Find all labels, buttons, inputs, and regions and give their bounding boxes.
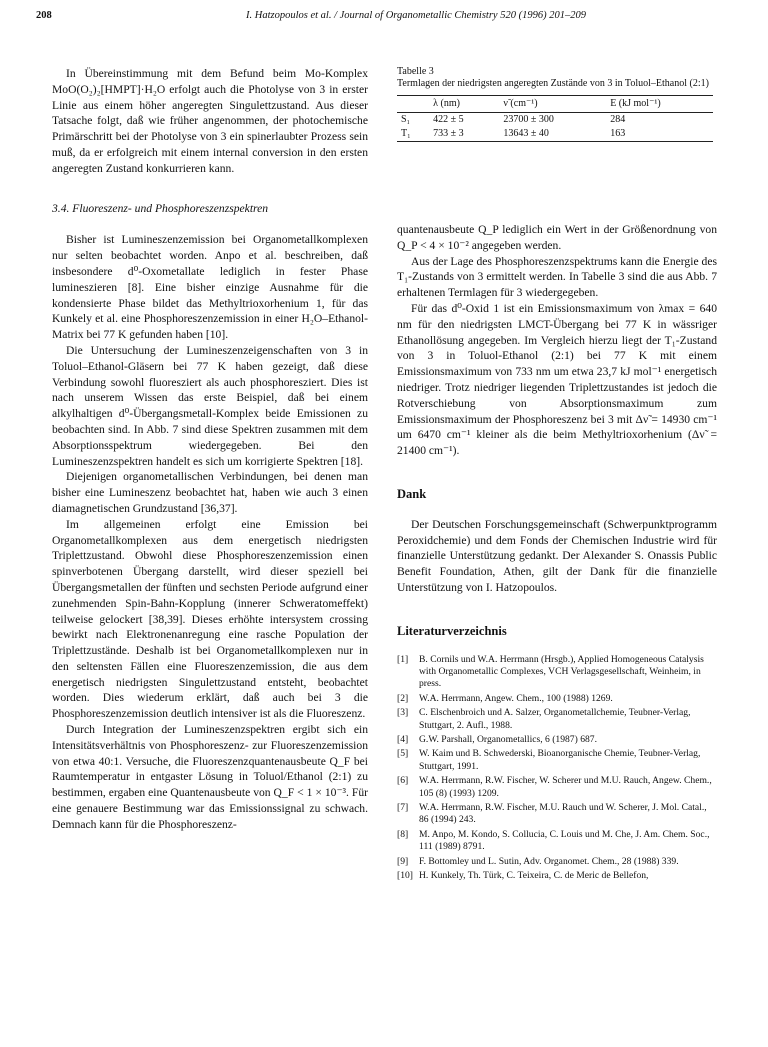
paragraph: Durch Integration der Lumineszenzspektren ergibt sich ein Intensitätsverhältnis von Phosphoreszenz- zur Fluoreszenzemission von etwa 40:1. Versuche, die Fluoreszenzquantenausbeute Q_F bei Raumtemperatur in entgaster Lösung in Toluol/Ethanol (2:1) zu bestimmen, ergaben eine Quantenausbeute von Q_F < 1 × 10⁻³. Für eine genauere Bestimmung war das Emissionssignal zu schwach. Demnach kann für die Phosphoreszenz- xyxy=(52,723,368,831)
reference-item: [9] F. Bottomley und L. Sutin, Adv. Organomet. Chem., 28 (1988) 339. xyxy=(397,855,679,867)
left-column xyxy=(52,66,368,833)
table-header-cell xyxy=(397,96,429,113)
table-cell: 733 ± 3 xyxy=(429,127,499,142)
table-caption: Termlagen der niedrigsten angeregten Zustände von 3 in Toluol–Ethanol (2:1) xyxy=(397,78,709,89)
paragraph: Für das d⁰-Oxid 1 ist ein Emissionsmaximum von λmax = 640 nm für den niedrigsten LMCT-Übergang bei 77 K in wässriger Ethanollösung angegeben. Im Vergleich hierzu liegt der T₁-Zustand von 3 in Toluol-Ethanol (2:1) bei 77 K mit einem Emissionsmaximum von 733 nm um etwa 23,7 kJ mol⁻¹ energetisch niedriger. Trotz niedriger liegenden Triplettzustandes ist jedoch die Rotverschiebung von Absorptionsmaximum zum Emissionsmaximum der Phosphoreszenz bei 3 mit Δν̃ = 14930 cm⁻¹ um 6470 cm⁻¹ kleiner als die beim Methyltrioxorhenium (Δν̃ = 21400 cm⁻¹). xyxy=(397,301,717,458)
reference-item: [5] W. Kaim und B. Schwederski, Bioanorganische Chemie, Teubner-Verlag, Stuttgart, 1991. xyxy=(397,748,701,772)
page-number: 208 xyxy=(36,10,52,21)
table-header-cell: λ (nm) xyxy=(429,96,499,113)
table-3 xyxy=(397,66,717,142)
reference-item: [2] W.A. Herrmann, Angew. Chem., 100 (1988) 1269. xyxy=(397,692,613,704)
paragraph: Bisher ist Lumineszenzemission bei Organometallkomplexen nur selten beobachtet worden. Anpo et al. beschreiben, daß insbesondere d⁰-Oxometallate lediglich in fester Phase lumineszieren [8]. Eine bisher einzige Ausnahme für die kondensierte Phase bildet das Methyltrioxorhenium 1, für das Kunkely et al. eine Phosphoreszenzemission in einer H₂O–Ethanol-Matrix bei 77 K gefunden haben [10]. xyxy=(52,233,368,342)
table-cell: 422 ± 5 xyxy=(433,114,464,125)
reference-item: [4] G.W. Parshall, Organometallics, 6 (1987) 687. xyxy=(397,733,597,745)
table-header-cell: E (kJ mol⁻¹) xyxy=(606,96,713,113)
table-header-cell: ν̃ (cm⁻¹) xyxy=(499,96,606,113)
paragraph: quantenausbeute Q_P lediglich ein Wert in der Größenordnung von Q_P < 4 × 10⁻² angegeben werden. xyxy=(397,223,717,252)
table-row xyxy=(397,127,713,142)
table-cell: S₁ xyxy=(401,114,411,125)
table-cell: 13643 ± 40 xyxy=(499,127,606,142)
acknowledgement-heading: Dank xyxy=(397,486,427,501)
reference-item: [6] W.A. Herrmann, R.W. Fischer, W. Scherer und M.U. Rauch, Angew. Chem., 105 (8) (1993) 1209. xyxy=(397,775,712,799)
reference-item: [3] C. Elschenbroich und A. Salzer, Organometallchemie, Teubner-Verlag, Stuttgart, 2. Aufl., 1988. xyxy=(397,707,691,731)
reference-item: [7] W.A. Herrmann, R.W. Fischer, M.U. Rauch und W. Scherer, J. Mol. Catal., 86 (1994) 243. xyxy=(397,802,707,826)
paragraph: In Übereinstimmung mit dem Befund beim Mo-Komplex MoO(O₂)₂[HMPT]·H₂O erfolgt auch die Photolyse von 3 in erster Linie aus einem höher angeregten Singulettzustand. Aus dieser Tatsache folgt, daß wie früher angenommen, der photochemische Primärschritt bei der Photolyse von 3 ein spinerlaubter Prozess sein muß, da er erfolgreich mit einem internal conversion in den ersten angeregten Zustand konkurrieren kann. xyxy=(52,67,368,175)
reference-item: [8] M. Anpo, M. Kondo, S. Collucia, C. Louis und M. Che, J. Am. Chem. Soc., 111 (1989) 8791. xyxy=(397,828,710,853)
table-row xyxy=(397,113,713,128)
right-column xyxy=(397,66,717,884)
table-cell: 23700 ± 300 xyxy=(503,114,554,125)
table-cell: 163 xyxy=(606,127,713,142)
reference-item: [1] B. Cornils und W.A. Herrmann (Hrsgb.), Applied Homogeneous Catalysis with Organometallic Complexes, VCH Verlagsgesellschaft, Weinheim, in press. xyxy=(397,653,704,690)
paragraph: Die Untersuchung der Lumineszenzeigenschaften von 3 in Toluol–Ethanol-Gläsern bei 77 K haben gezeigt, daß diese Verbindung sowohl fluoresziert als auch phosphoresziert. Dies ist nach unserem Wissen das erste Beispiel, daß bei einem alkylhaltigen d⁰-Übergangsmetall-Komplex beide Emissionen zu beobachten sind. In Abb. 7 sind diese Spektren zusammen mit dem Absorptionsspektrum wiedergegeben. Bei den Lumineszenzspektren handelt es sich um korrigierte Spektren [18]. xyxy=(52,343,368,468)
references-heading: Literaturverzeichnis xyxy=(397,623,507,638)
running-title: I. Hatzopoulos et al. / Journal of Organometallic Chemistry 520 (1996) 201–209 xyxy=(246,10,586,21)
paragraph: Im allgemeinen erfolgt eine Emission bei Organometallkomplexen aus dem energetisch niedrigsten Triplettzustand. Obwohl diese Phosphoreszenzemission einen spinverbotenen Übergang darstellt, wird dieser speziell bei Übergangsmetallen der fünften und sechsten Periode aufgrund einer zunehmenden Spin-Bahn-Kopplung (innerer Schweratomeffekt) teilweise gelockert [38,39]. Dieses erhöhte intersystem crossing bewirkt nach Elektronenanregung eine rasche Population der Triplettzustände. Deshalb ist bei Organometallkomplexen nur in den seltensten Fällen eine Fluoreszenzemission, die aus dem energetisch niedrigsten Singulettzustand entsteht, beobachtet worden. Dies wiederum erklärt, daß auch bei 3 die Phosphoreszenzemission deutlich intensiver ist als die Fluoreszenz. xyxy=(52,517,368,721)
table-cell: T₁ xyxy=(397,127,429,142)
acknowledgement-text: Der Deutschen Forschungsgemeinschaft (Schwerpunktprogramm Peroxidchemie) und dem Fonds der Chemischen Industrie wird für finanzielle Unterstützung gedankt. Der Alexander S. Onassis Public Benefit Foundation, Athen, gilt der Dank für die finanzielle Unterstützung von I. Hatzopoulos. xyxy=(397,517,717,594)
paragraph: Diejenigen organometallischen Verbindungen, bei denen man bisher eine Lumineszenz beobachtet hat, haben wie auch 3 einen diamagnetischen Grundzustand [36,37]. xyxy=(52,470,368,515)
data-table xyxy=(397,95,713,142)
table-cell: 284 xyxy=(610,114,626,125)
reference-item: [10] H. Kunkely, Th. Türk, C. Teixeira, C. de Meric de Bellefon, xyxy=(397,870,649,882)
section-heading: 3.4. Fluoreszenz- und Phosphoreszenzspektren xyxy=(52,201,269,215)
paragraph: Aus der Lage des Phosphoreszenzspektrums kann die Energie des T₁-Zustands von 3 ermittelt werden. In Tabelle 3 sind die aus Abb. 7 erhaltenen Termlagen für 3 wiedergegeben. xyxy=(397,254,717,300)
reference-list xyxy=(397,654,717,883)
table-label: Tabelle 3 xyxy=(397,66,434,77)
